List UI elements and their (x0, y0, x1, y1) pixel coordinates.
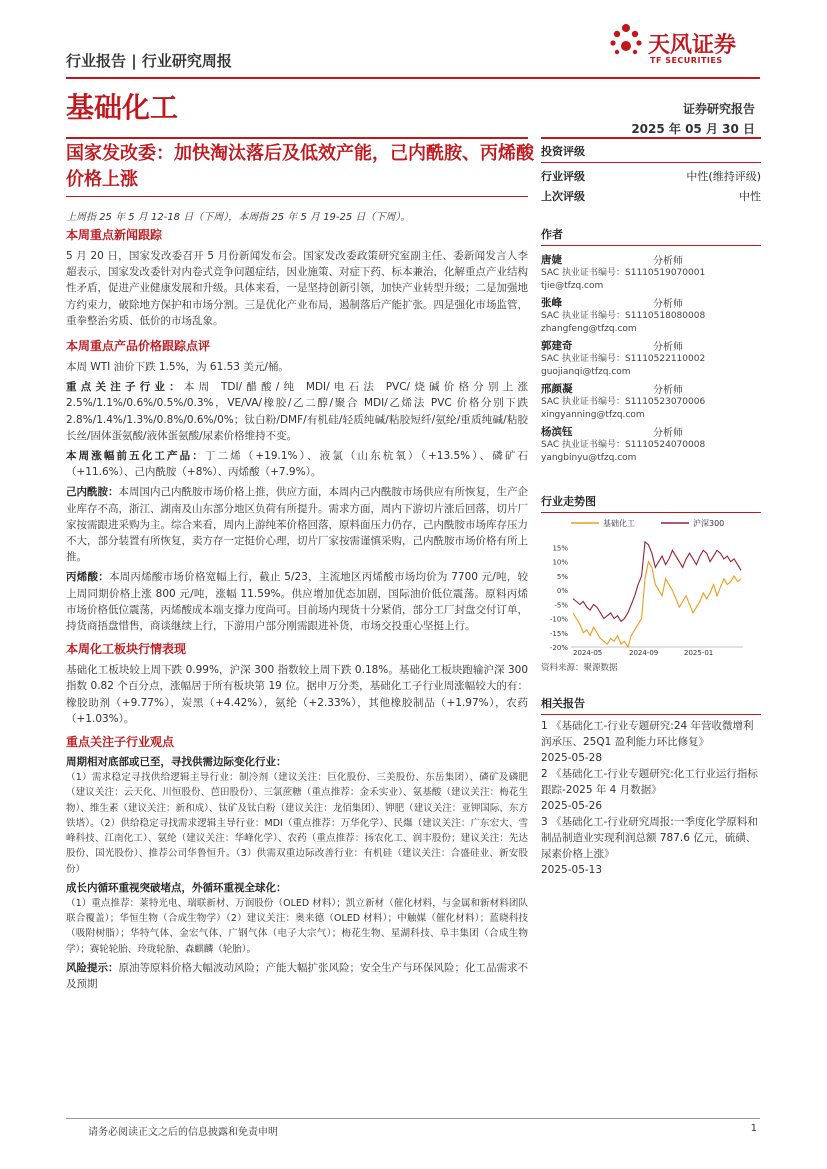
author-email[interactable]: yangbinyu@tfzq.com (541, 453, 637, 463)
author-role: 分析师 (653, 299, 683, 310)
section-title-news: 本周重点新闻跟踪 (66, 228, 163, 242)
legend-label: 基础化工 (603, 519, 635, 528)
x-tick-label: 2024-05 (573, 649, 603, 657)
y-tick-label: -5% (554, 601, 568, 610)
trend-title: 行业走势图 (541, 495, 596, 508)
report-type: 行业报告 | 行业研究周报 (66, 52, 232, 70)
prev-rating-label: 上次评级 (541, 190, 585, 203)
related-report-title[interactable]: 2 《基础化工-行业专题研究:化工行业运行指标跟踪-2025 年 4 月数据》 (541, 768, 758, 796)
related-title: 相关报告 (541, 697, 585, 710)
report-date: 2025 年 05 月 30 日 (631, 122, 755, 136)
focus-label: 重点关注子行业： (66, 381, 184, 394)
section-title-prices: 本周重点产品价格跟踪点评 (66, 339, 211, 354)
header-divider (66, 77, 760, 79)
logo (608, 22, 768, 74)
author-entry (541, 295, 761, 336)
trend-chart (541, 515, 751, 657)
author-email[interactable]: tjie@tfzq.com (541, 281, 604, 291)
author-email[interactable]: zhangfeng@tfzq.com (541, 324, 637, 334)
related-report-date: 2025-05-26 (541, 800, 603, 812)
acrylic-paragraph (66, 569, 528, 634)
author-role: 分析师 (653, 256, 683, 267)
y-tick-label: -20% (549, 644, 568, 652)
authors-title: 作者 (541, 228, 563, 241)
main-column (66, 226, 528, 992)
risk-paragraph (66, 960, 528, 992)
focus-paragraph (66, 379, 528, 444)
author-name: 邢颜凝 (541, 383, 573, 395)
author-entry (541, 338, 761, 379)
industry-rating-row (541, 168, 761, 184)
related-list (541, 718, 761, 878)
author-role: 分析师 (653, 428, 683, 439)
sidebar-top-rule (541, 137, 761, 139)
related-report-item[interactable] (541, 814, 761, 878)
y-tick-label: -15% (549, 629, 568, 638)
related-report-title[interactable]: 1 《基础化工-行业专题研究:24 年营收微增利润承压、25Q1 盈利能力环比修复》 (541, 720, 754, 748)
author-entry (541, 424, 761, 465)
news-paragraph: 5 月 20 日，国家发改委召开 5 月份新闻发布会。国家发改委政策研究室副主任、委新闻发言人李超表示，国家发改委针对内卷式竞争问题症结，因业施策、对症下药、标本兼治，化解重点产业结构性矛盾，促进产业健康发展和升级。具体来看，一是坚持创新引领，加快产业转型升级；二是加强地方约束力，破除地方保护和市场分割。三是优化产业布局，遏制落后产能扩张。四是强化市场监管，重拳整治劣质、低价的市场乱象。 (66, 250, 528, 327)
section-title-market: 本周化工板块行情表现 (66, 642, 187, 657)
y-tick-label: 0% (556, 587, 568, 596)
focus-text: 本周 TDI/醋酸/纯 MDI/电石法 PVC/烧碱价格分别上涨 2.5%/1.1%/0.6%/0.5%/0.3%，VE/VA/橡胶/乙二醇/聚合 MDI/乙烯法 PVC 价格分别下跌 2.8%/1.4%/1.3%/0.8%/0.6%/0%；钛白粉/DMF/有机硅/轻质纯碱/粘胶短纤/氨纶/重质纯碱/粘胶长丝/固体蛋氨酸/液体蛋氨酸/尿素价格维持不变。 (66, 381, 528, 442)
caprolactam-label: 己内酰胺： (66, 486, 119, 499)
caprolactam-paragraph (66, 484, 528, 565)
author-entry (541, 252, 761, 293)
views-paragraph-1: （1）需求稳定寻找供给逻辑主导行业：制冷剂（建议关注：巨化股份、三美股份、东岳集团）、磷矿及磷肥（建议关注：云天化、川恒股份、芭田股份）、三氯蔗糖（重点推荐：金禾实业）、氨基酸（建议关注：梅花生物）、维生素（建议关注：新和成）、钛矿及钛白粉（建议关注：龙佰集团）、钾肥（建议关注：亚钾国际、东方铁塔）。（2）供给稳定寻找需求逻辑主导行业：MDI（重点推荐：万华化学）、民爆（建议关注：广东宏大、雪峰科技、江南化工）、氨纶（建议关注：华峰化学）、农药（重点推荐：扬农化工、润丰股份；建议关注：先达股份、国光股份）、推荐公司华鲁恒升。（3）供需双重边际改善行业：有机硅（建议关注：合盛硅业、新安股份） (66, 772, 528, 875)
authors-list (541, 252, 761, 465)
top5-text: 丁二烯（+19.1%）、液氯（山东杭氧）（+13.5%）、磷矿石（+11.6%）、己内酰胺（+8%）、丙烯酸（+7.9%）。 (66, 450, 529, 479)
views-paragraph-2: （1）重点推荐：莱特光电、瑞联新材、万润股份（OLED 材料）；凯立新材（催化材料，与金属和新材料团队联合覆盖）；华恒生物（合成生物学）（2）建议关注：奥来德（OLED 材料）；中触媒（催化材料）；蓝晓科技（吸附树脂）；华特气体、金宏气体、广钢气体（电子大宗气）；梅花生物、星湖科技、阜丰集团（合成生物学）；赛轮轮胎、玲珑轮胎、森麒麟（轮胎）。 (66, 897, 528, 955)
author-role: 分析师 (653, 342, 683, 353)
prev-rating-row (541, 188, 761, 204)
related-report-date: 2025-05-13 (541, 864, 603, 876)
y-tick-label: 10% (552, 558, 568, 567)
logo-mark-icon (608, 22, 644, 62)
author-entry (541, 381, 761, 422)
related-report-date: 2025-05-28 (541, 752, 603, 764)
y-tick-label: -10% (549, 615, 568, 624)
prev-rating-value: 中性 (739, 190, 761, 203)
doc-type: 证券研究报告 (682, 102, 755, 116)
page-number: 1 (750, 1123, 757, 1134)
caprolactam-text: 本周国内己内酰胺市场价格上推，供应方面，本周内己内酰胺市场供应有所恢复，生产企业库存不高，浙江、湖南及山东部分地区负荷有所提升。需求方面，周内下游切片涨后回落，切片厂家按需跟进采购为主。综合来看，周内上游纯苯价格回落，原料面压力仍存，己内酰胺市场库存压力不大，部分装置有所恢复，卖方存一定挺价心理，切片厂家按需谨慎采购，己内酰胺市场价格有所上推。 (66, 486, 528, 564)
authors-rule (541, 245, 761, 246)
title-bottom-rule (66, 196, 528, 197)
rating-title: 投资评级 (541, 145, 585, 158)
acrylic-text: 本周丙烯酸市场价格宽幅上行，截止 5/23，主流地区丙烯酸市场均价为 7700 元/吨，较上周同期价格上涨 800 元/吨，涨幅 11.59%。供应增加优态加剧，国际油价低位震荡。原料丙烯市场价格低位震荡，丙烯酸成本端支撑力度尚可。目前场内现货十分紧俏，部分工厂封盘交付订单，持货商捂盘惜售，商谈继续上行，下游用户部分刚需跟进补货，市场交投重心坚挺上行。 (66, 571, 529, 633)
intro-note: 上周指 25 年 5 月 12-18 日（下周），本周指 25 年 5 月 19-25 日（下周）。 (66, 212, 411, 223)
related-report-title[interactable]: 3 《基础化工-行业研究周报:一季度化学原料和制品制造业实现利润总额 787.6 亿元，硫磺、尿素价格上涨》 (541, 816, 758, 860)
market-paragraph: 基础化工板块较上周下跌 0.99%，沪深 300 指数较上周下跌 0.18%。基础化工板块跑输沪深 300 指数 0.82 个百分点，涨幅居于所有板块第 19 位。据申万分类，基础化工子行业周涨幅较大的有：橡胶助剂（+9.77%），炭黑（+4.42%），氨纶（+2.33%），其他橡胶制品（+1.97%），农药（+1.03%）。 (66, 664, 528, 725)
series-line (573, 562, 741, 647)
top5-paragraph (66, 448, 528, 480)
logo-text-cn: 天风证券 (648, 33, 737, 58)
rating-rule (541, 162, 761, 163)
author-email[interactable]: guojianqi@tfzq.com (541, 367, 631, 377)
related-rule (541, 714, 761, 715)
acrylic-label: 丙烯酸： (66, 571, 109, 584)
logo-text-en: TF SECURITIES (650, 56, 723, 65)
y-tick-label: 5% (556, 572, 568, 581)
related-report-item[interactable] (541, 718, 761, 766)
author-name: 唐婕 (541, 254, 562, 266)
sector-title: 基础化工 (66, 91, 179, 124)
views-heading-1: 周期相对底部或已至，寻找供需边际变化行业： (66, 756, 287, 769)
risk-text: 原油等原料价格大幅波动风险；产能大幅扩张风险；安全生产与环保风险；化工品需求不及预期 (66, 961, 528, 990)
oil-paragraph: 本周 WTI 油价下跌 1.5%，为 61.53 美元/桶。 (66, 361, 289, 374)
author-role: 分析师 (653, 385, 683, 396)
author-name: 张峰 (541, 297, 562, 309)
sidebar (541, 137, 761, 878)
related-report-item[interactable] (541, 766, 761, 814)
author-cert: SAC 执业证书编号：S1110523070006 (541, 397, 706, 407)
footer-rule (66, 1118, 760, 1119)
author-cert: SAC 执业证书编号：S1110518080008 (541, 311, 706, 321)
author-name: 郭建奇 (541, 340, 573, 352)
author-name: 杨滨钰 (541, 426, 573, 438)
industry-rating-label: 行业评级 (541, 170, 585, 183)
section-title-views: 重点关注子行业观点 (66, 735, 175, 750)
risk-label: 风险提示： (66, 961, 119, 974)
legend-label: 沪深300 (693, 519, 725, 528)
x-tick-label: 2025-01 (684, 649, 714, 657)
title-top-rule (66, 137, 528, 139)
views-heading-2: 成长内循环重视突破堵点，外循环重视全球化： (66, 881, 287, 894)
report-title: 国家发改委：加快淘汰落后及低效产能，己内酰胺、丙烯酸价格上涨 (66, 143, 534, 190)
author-cert: SAC 执业证书编号：S1110522110002 (541, 354, 706, 364)
chart-source: 资料来源：聚源数据 (541, 663, 618, 673)
author-cert: SAC 执业证书编号：S1110519070001 (541, 268, 706, 278)
footer-disclaimer: 请务必阅读正文之后的信息披露和免责申明 (88, 1127, 278, 1138)
industry-rating-value: 中性(维持评级) (686, 170, 761, 183)
author-cert: SAC 执业证书编号：S1110524070008 (541, 440, 706, 450)
top5-label: 本周涨幅前五化工产品： (66, 450, 205, 463)
trend-rule (541, 512, 761, 513)
x-tick-label: 2024-09 (629, 649, 659, 657)
y-tick-label: 15% (552, 544, 568, 553)
author-email[interactable]: xingyanning@tfzq.com (541, 410, 645, 420)
series-line (573, 542, 741, 622)
